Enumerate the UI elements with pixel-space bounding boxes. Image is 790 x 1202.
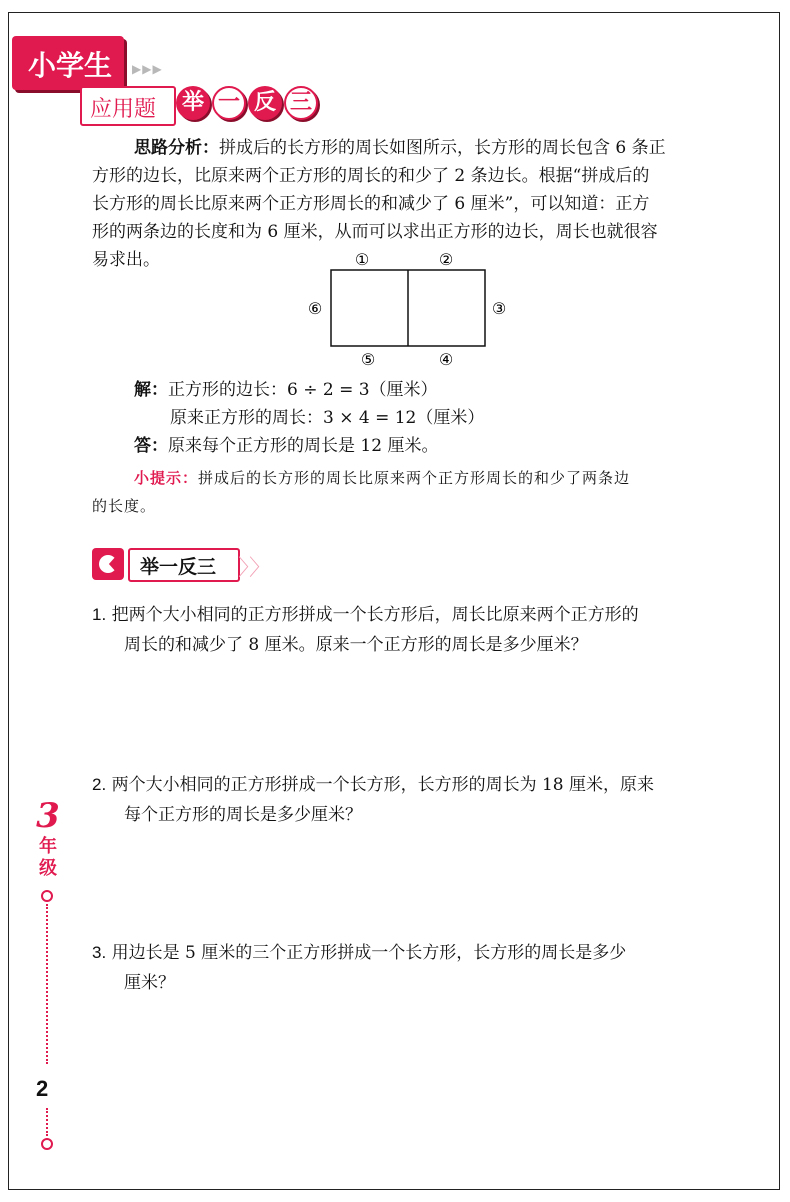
answer-line bbox=[134, 432, 694, 460]
section-title-box bbox=[128, 548, 240, 582]
figure-label-4: ④ bbox=[438, 350, 454, 369]
section-header bbox=[92, 548, 272, 582]
answer-text: 原来每个正方形的周长是 12 厘米。 bbox=[168, 436, 439, 456]
grade-char: 年 bbox=[39, 836, 57, 857]
analysis-line: 形的两条边的长度和为 6 厘米，从而可以求出正方形的边长，周长也就很容 bbox=[92, 222, 658, 242]
question-number: 2. bbox=[92, 775, 107, 794]
question-line: 每个正方形的周长是多少厘米？ bbox=[124, 805, 362, 825]
dotted-line bbox=[46, 1108, 50, 1136]
answer-label: 答： bbox=[134, 436, 168, 456]
page-number: 2 bbox=[36, 1076, 49, 1101]
question-text: 用边长是 5 厘米的三个正方形拼成一个长方形，长方形的周长是多少 bbox=[111, 943, 627, 963]
grade-number: 3 bbox=[36, 796, 60, 836]
tip-block bbox=[92, 464, 722, 520]
analysis-line bbox=[92, 134, 722, 162]
solution-label: 解： bbox=[134, 380, 168, 400]
question-text: 两个大小相同的正方形拼成一个长方形，长方形的周长为 18 厘米，原来 bbox=[111, 775, 655, 795]
logo-subtitle-box bbox=[80, 86, 176, 126]
analysis-label: 思路分析： bbox=[134, 138, 219, 158]
question-number: 1. bbox=[92, 605, 107, 624]
logo-subtitle: 应用题 bbox=[90, 97, 157, 122]
logo-char: 三 bbox=[284, 86, 318, 120]
analysis-line: 方形的边长，比原来两个正方形的周长的和少了 2 条边长。根据“拼成后的 bbox=[92, 166, 650, 186]
figure-label-6: ⑥ bbox=[307, 299, 323, 318]
figure-label-2: ② bbox=[438, 250, 454, 269]
grade-marker bbox=[28, 796, 68, 880]
grade-char: 级 bbox=[39, 858, 57, 879]
tip-text: 拼成后的长方形的周长比原来两个正方形周长的和少了两条边 bbox=[198, 469, 631, 487]
question-text: 把两个大小相同的正方形拼成一个长方形后，周长比原来两个正方形的 bbox=[111, 605, 639, 625]
logo-badge bbox=[12, 36, 124, 90]
logo-char: 反 bbox=[248, 86, 282, 120]
analysis-line: 长方形的周长比原来两个正方形周长的和减少了 6 厘米”，可以知道：正方 bbox=[92, 194, 650, 214]
solution-text: 正方形的边长：6 ÷ 2 = 3（厘米） bbox=[168, 380, 438, 400]
analysis-line: 易求出。 bbox=[92, 250, 160, 270]
solution-line bbox=[134, 376, 694, 404]
question-line bbox=[92, 770, 732, 800]
question-1 bbox=[92, 600, 732, 660]
logo-char: 一 bbox=[212, 86, 246, 120]
figure-label-1: ① bbox=[354, 250, 370, 269]
section-title: 举一反三 bbox=[140, 556, 217, 578]
analysis-text: 拼成后的长方形的周长如图所示，长方形的周长包含 6 条正 bbox=[219, 138, 666, 158]
ring-icon bbox=[41, 890, 53, 902]
tip-line: 的长度。 bbox=[92, 497, 157, 515]
question-line: 周长的和减少了 8 厘米。原来一个正方形的周长是多少厘米？ bbox=[124, 635, 588, 655]
logo-char: 举 bbox=[176, 86, 210, 120]
question-line bbox=[92, 600, 732, 630]
tip-label: 小提示： bbox=[134, 469, 199, 487]
figure-label-5: ⑤ bbox=[360, 350, 376, 369]
solution-line: 原来正方形的周长：3 × 4 = 12（厘米） bbox=[170, 408, 485, 428]
logo-chars bbox=[176, 86, 318, 126]
tip-line bbox=[92, 464, 722, 492]
rectangle-figure bbox=[300, 248, 520, 372]
question-3 bbox=[92, 938, 732, 998]
question-number: 3. bbox=[92, 943, 107, 962]
logo-badge-text: 小学生 bbox=[28, 49, 113, 82]
logo-arrows: ▶▶▶ bbox=[132, 62, 163, 76]
question-2 bbox=[92, 770, 732, 830]
series-logo bbox=[12, 36, 312, 126]
figure-label-3: ③ bbox=[491, 299, 507, 318]
solution-block bbox=[134, 376, 694, 460]
pacman-icon bbox=[92, 548, 124, 580]
dotted-line bbox=[46, 904, 50, 1064]
chevron-right-icon: 〉〉 bbox=[238, 556, 272, 581]
ring-icon bbox=[41, 1138, 53, 1150]
question-line bbox=[92, 938, 732, 968]
question-line: 厘米？ bbox=[124, 973, 175, 993]
